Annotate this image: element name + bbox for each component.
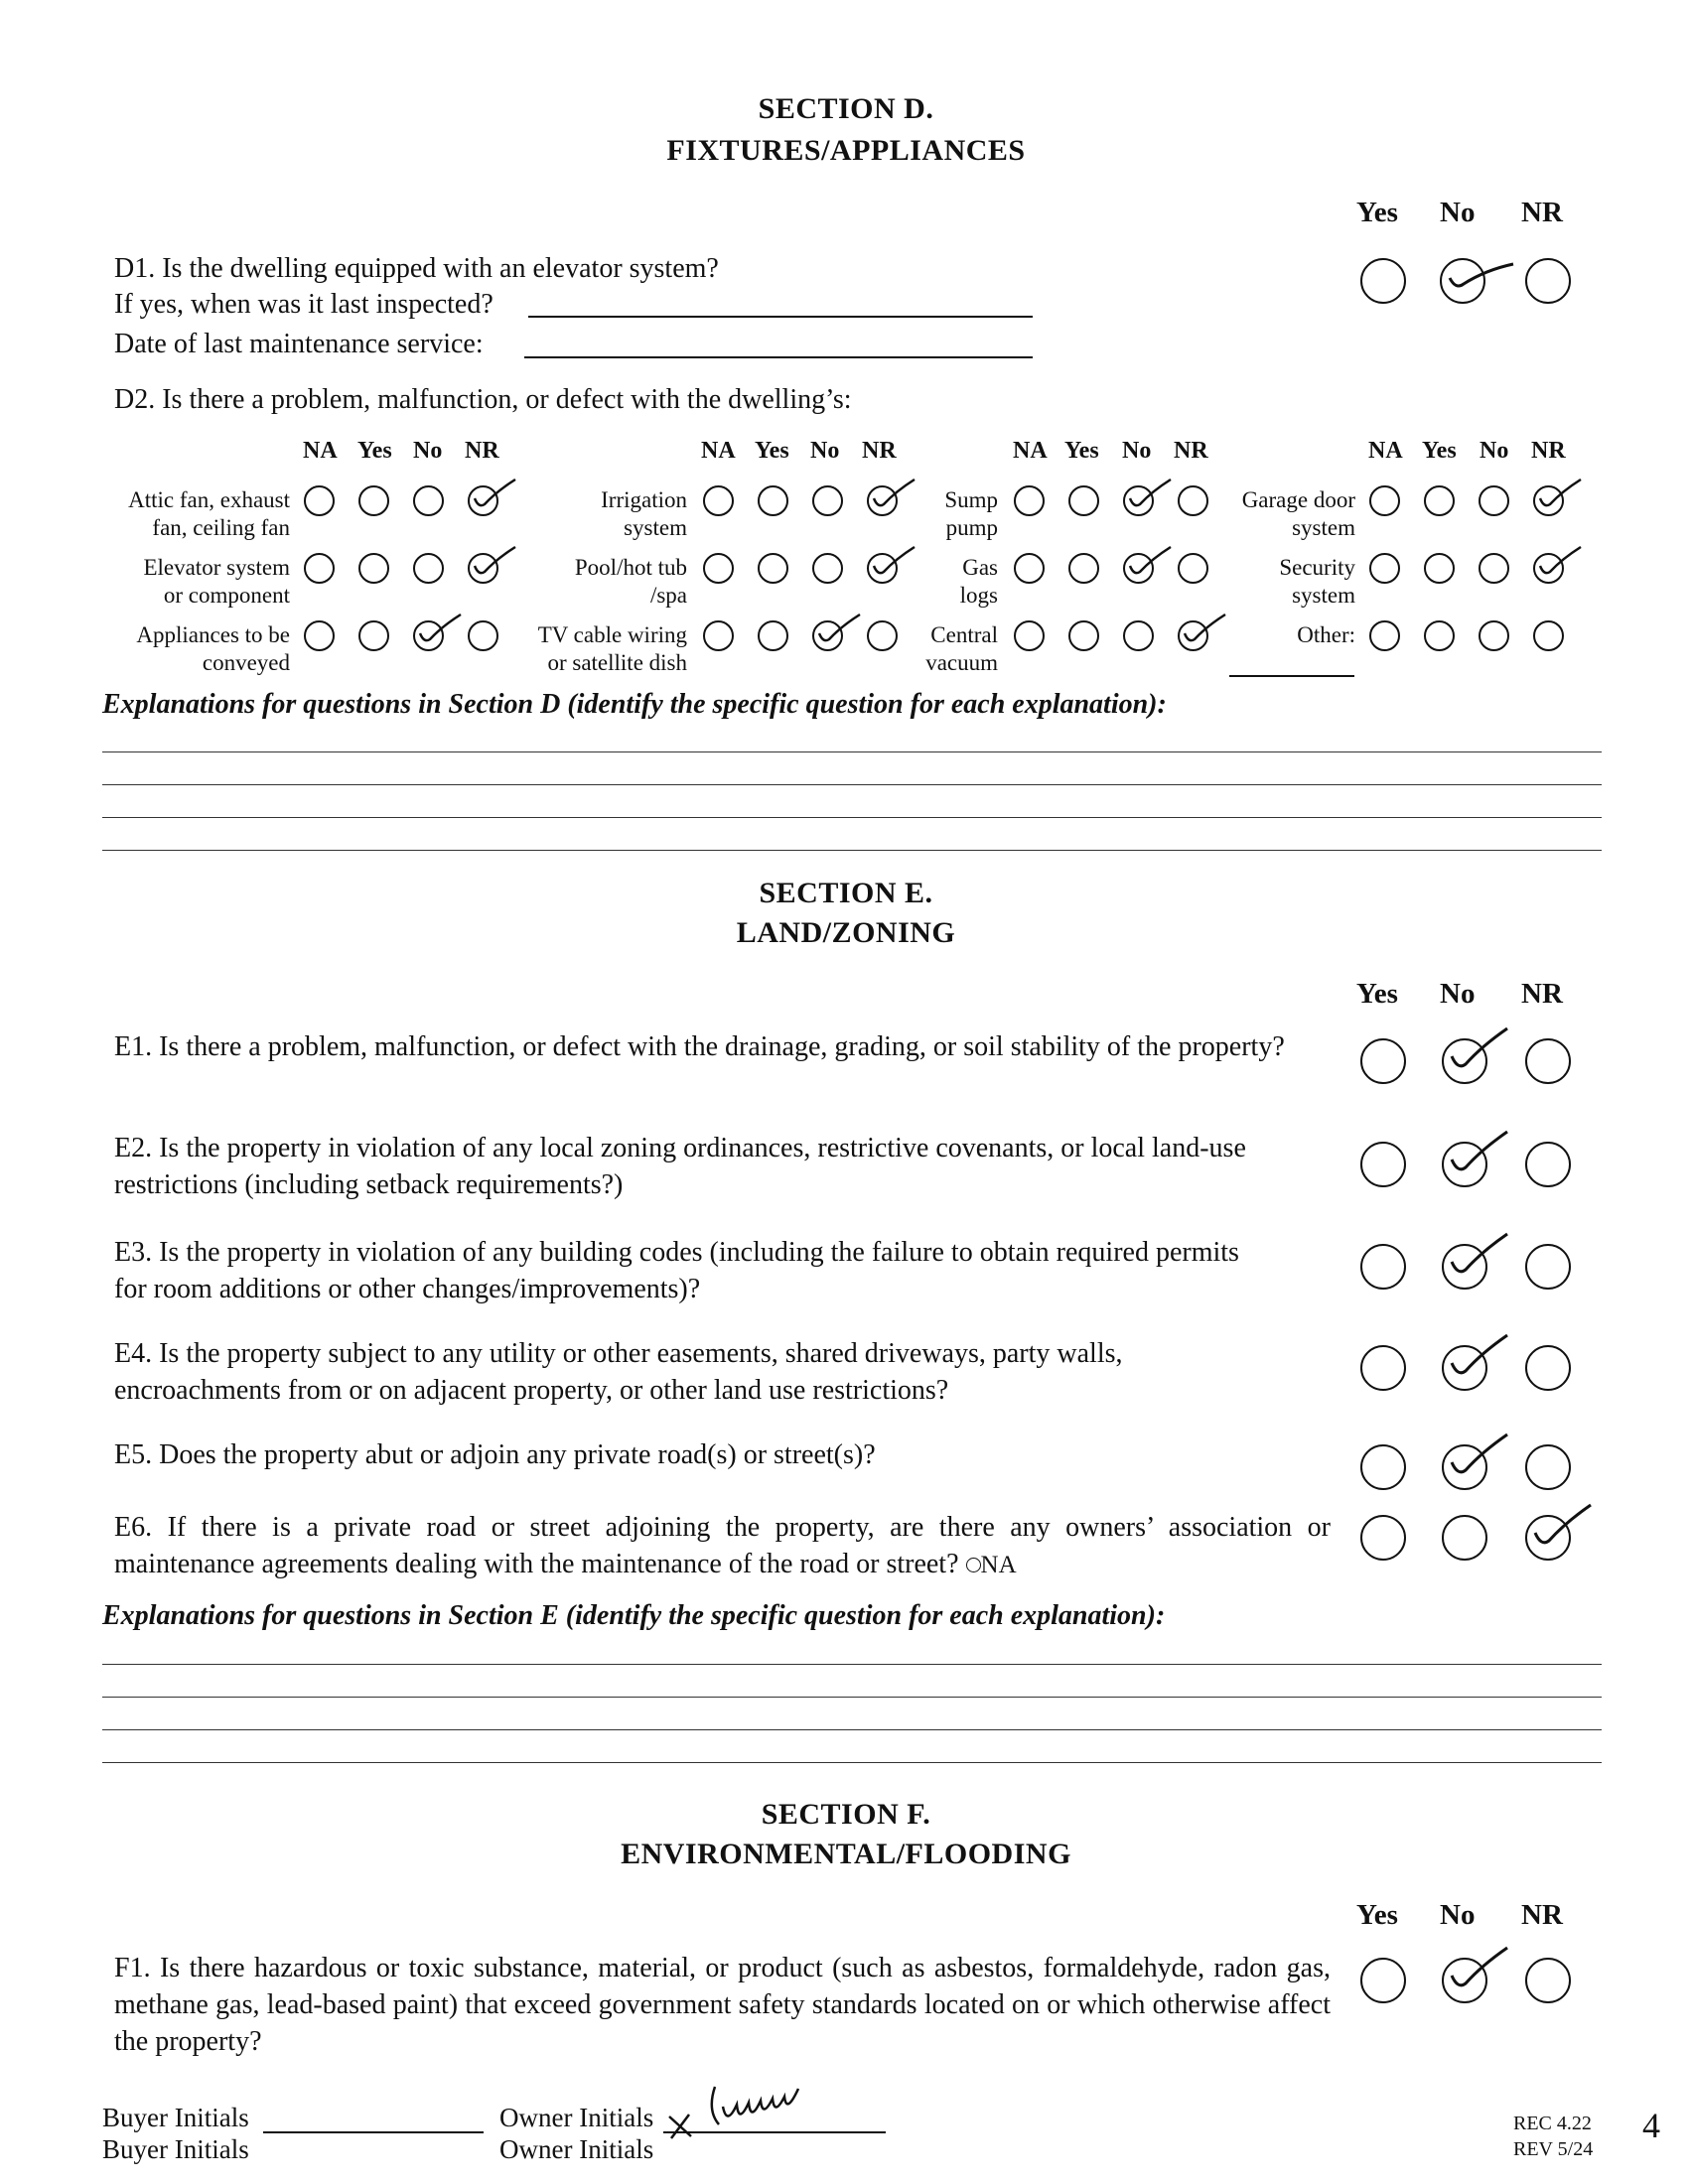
d2-tv-cable-wiring-or-satellite-dish-na-radio[interactable] bbox=[703, 620, 734, 651]
d2-security-system-nr-radio[interactable] bbox=[1533, 553, 1564, 584]
d2-security-system-no-radio[interactable] bbox=[1479, 553, 1509, 584]
d2-pool-hot-tub-spa-no-radio[interactable] bbox=[812, 553, 843, 584]
d2-attic-fan-exhaust-fan-ceiling-fan-na-radio[interactable] bbox=[304, 485, 335, 516]
d2-item-central-vacuum-l2: vacuum bbox=[925, 650, 998, 675]
d2-item-pool-l1: Pool/hot tub bbox=[574, 555, 687, 580]
d2-security-system-yes-radio[interactable] bbox=[1424, 553, 1455, 584]
d2-item-tv-cable bbox=[487, 621, 687, 677]
section-f-subtitle: ENVIRONMENTAL/FLOODING bbox=[621, 1838, 1071, 1870]
d2-g4-col-no: No bbox=[1480, 438, 1509, 464]
d2-item-appliances-l2: conveyed bbox=[202, 650, 290, 675]
d2-sump-pump-na-radio[interactable] bbox=[1014, 485, 1045, 516]
e6-na-radio[interactable] bbox=[966, 1558, 981, 1572]
d2-item-other bbox=[1211, 621, 1355, 649]
d2-item-security bbox=[1211, 554, 1355, 610]
page-number: 4 bbox=[1642, 2106, 1660, 2145]
d2-g4-col-nr: NR bbox=[1531, 438, 1566, 464]
d2-elevator-system-or-component-na-radio[interactable] bbox=[304, 553, 335, 584]
d2-garage-door-system-na-radio[interactable] bbox=[1369, 485, 1400, 516]
e1-yes-radio[interactable] bbox=[1360, 1038, 1406, 1084]
d2-item-elevator-l1: Elevator system bbox=[143, 555, 290, 580]
d2-pool-hot-tub-spa-nr-radio[interactable] bbox=[867, 553, 898, 584]
d2-tv-cable-wiring-or-satellite-dish-nr-radio[interactable] bbox=[867, 620, 898, 651]
d2-garage-door-system-yes-radio[interactable] bbox=[1424, 485, 1455, 516]
d2-item-sump-pump-l1: Sump bbox=[944, 487, 998, 512]
d1-question: D1. Is the dwelling equipped with an elevator system? bbox=[114, 253, 719, 284]
d-header-yes: Yes bbox=[1356, 197, 1398, 228]
d2-item-appliances-l1: Appliances to be bbox=[136, 622, 290, 647]
d2-central-vacuum-nr-radio[interactable] bbox=[1178, 620, 1208, 651]
d2-g3-col-nr: NR bbox=[1174, 438, 1208, 464]
d2-garage-door-system-nr-radio[interactable] bbox=[1533, 485, 1564, 516]
d2-attic-fan-exhaust-fan-ceiling-fan-nr-radio[interactable] bbox=[468, 485, 498, 516]
d2-g3-col-no: No bbox=[1122, 438, 1152, 464]
d2-item-pool-l2: /spa bbox=[649, 583, 687, 608]
d2-gas-logs-no-radio[interactable] bbox=[1123, 553, 1154, 584]
d2-item-tv-cable-l1: TV cable wiring bbox=[537, 622, 687, 647]
d2-item-irrigation-l1: Irrigation bbox=[601, 487, 687, 512]
section-d-subtitle: FIXTURES/APPLIANCES bbox=[666, 134, 1026, 167]
d2-g1-col-na: NA bbox=[303, 438, 338, 464]
buyer-initials-label-1: Buyer Initials bbox=[102, 2103, 249, 2132]
d2-g1-col-no: No bbox=[413, 438, 443, 464]
d1-inspected-label: If yes, when was it last inspected? bbox=[114, 289, 494, 320]
d2-g1-col-yes: Yes bbox=[357, 438, 392, 464]
e3-nr-radio[interactable] bbox=[1525, 1244, 1571, 1290]
d2-sump-pump-yes-radio[interactable] bbox=[1068, 485, 1099, 516]
d2-central-vacuum-no-radio[interactable] bbox=[1123, 620, 1154, 651]
d2-sump-pump-nr-radio[interactable] bbox=[1178, 485, 1208, 516]
d2-g1-col-nr: NR bbox=[465, 438, 499, 464]
buyer-initials-label-2: Buyer Initials bbox=[102, 2134, 249, 2164]
e4-yes-radio[interactable] bbox=[1360, 1345, 1406, 1391]
d2-appliances-to-be-conveyed-yes-radio[interactable] bbox=[358, 620, 389, 651]
e4-no-radio[interactable] bbox=[1442, 1345, 1487, 1391]
e2-question: E2. Is the property in violation of any local zoning ordinances, restrictive covenants, or local land-use restrictions (including setback requirements?) bbox=[114, 1133, 1246, 1200]
e1-no-radio[interactable] bbox=[1442, 1038, 1487, 1084]
d2-other-na-radio[interactable] bbox=[1369, 620, 1400, 651]
d2-irrigation-system-nr-radio[interactable] bbox=[867, 485, 898, 516]
d2-other-field[interactable] bbox=[1229, 675, 1354, 677]
e3-question: E3. Is the property in violation of any building codes (including the failure to obtain required permits for room additions or other changes/improvements)? bbox=[114, 1237, 1239, 1304]
d2-item-garage-door-l1: Garage door bbox=[1241, 487, 1355, 512]
f1-yes-radio[interactable] bbox=[1360, 1958, 1406, 2003]
e-header-no: No bbox=[1440, 978, 1476, 1010]
e4-question: E4. Is the property subject to any utility or other easements, shared driveways, party walls, encroachments from or on adjacent property, or other land use restrictions? bbox=[114, 1338, 1123, 1406]
section-e-explanation-label: Explanations for questions in Section E (identify the specific question for each explanation): bbox=[102, 1600, 1166, 1631]
section-d-explanation-label: Explanations for questions in Section D (identify the specific question for each explanation): bbox=[102, 689, 1167, 720]
d2-elevator-system-or-component-nr-radio[interactable] bbox=[468, 553, 498, 584]
e5-yes-radio[interactable] bbox=[1360, 1444, 1406, 1490]
d2-item-attic-fan bbox=[79, 486, 290, 542]
f-header-no: No bbox=[1440, 1899, 1476, 1931]
d2-item-appliances bbox=[79, 621, 290, 677]
d2-g3-col-yes: Yes bbox=[1064, 438, 1099, 464]
buyer-initials-field-1[interactable] bbox=[263, 2131, 484, 2133]
d2-question: D2. Is there a problem, malfunction, or defect with the dwelling’s: bbox=[114, 384, 852, 415]
e5-no-radio[interactable] bbox=[1442, 1444, 1487, 1490]
d-header-nr: NR bbox=[1521, 197, 1563, 228]
section-f-title: SECTION F. bbox=[761, 1798, 931, 1831]
d2-appliances-to-be-conveyed-nr-radio[interactable] bbox=[468, 620, 498, 651]
d2-item-central-vacuum-l1: Central bbox=[930, 622, 998, 647]
d2-g4-col-yes: Yes bbox=[1422, 438, 1457, 464]
d2-item-pool bbox=[487, 554, 687, 610]
e6-yes-radio[interactable] bbox=[1360, 1515, 1406, 1561]
d2-item-irrigation-l2: system bbox=[624, 515, 687, 540]
e2-no-radio[interactable] bbox=[1442, 1142, 1487, 1187]
d2-tv-cable-wiring-or-satellite-dish-yes-radio[interactable] bbox=[758, 620, 788, 651]
d2-g2-col-nr: NR bbox=[862, 438, 897, 464]
owner-signature bbox=[663, 2075, 842, 2144]
d1-no-radio[interactable] bbox=[1440, 258, 1485, 304]
d2-item-attic-fan-l2: fan, ceiling fan bbox=[152, 515, 290, 540]
d2-item-security-l1: Security bbox=[1279, 555, 1355, 580]
e5-question: E5. Does the property abut or adjoin any private road(s) or street(s)? bbox=[114, 1439, 876, 1470]
d2-other-nr-radio[interactable] bbox=[1533, 620, 1564, 651]
e2-yes-radio[interactable] bbox=[1360, 1142, 1406, 1187]
f-header-nr: NR bbox=[1521, 1899, 1563, 1931]
d2-pool-hot-tub-spa-yes-radio[interactable] bbox=[758, 553, 788, 584]
d2-sump-pump-no-radio[interactable] bbox=[1123, 485, 1154, 516]
e1-nr-radio[interactable] bbox=[1525, 1038, 1571, 1084]
e6-question-text: E6. If there is a private road or street adjoining the property, are there any owners’ association or maintenance agreements dealing with the maintenance of the road or street? bbox=[114, 1512, 1331, 1579]
section-e-explanation-line-1[interactable] bbox=[102, 1664, 1602, 1665]
e6-no-radio[interactable] bbox=[1442, 1515, 1487, 1561]
d2-irrigation-system-yes-radio[interactable] bbox=[758, 485, 788, 516]
form-revision: REV 5/24 bbox=[1513, 2138, 1594, 2160]
d1-maintenance-field[interactable] bbox=[524, 356, 1033, 358]
d2-central-vacuum-yes-radio[interactable] bbox=[1068, 620, 1099, 651]
d2-g2-col-no: No bbox=[810, 438, 840, 464]
d2-item-elevator bbox=[79, 554, 290, 610]
d1-nr-radio[interactable] bbox=[1525, 258, 1571, 304]
section-e-explanation-line-3[interactable] bbox=[102, 1729, 1602, 1730]
d2-item-elevator-l2: or component bbox=[163, 583, 290, 608]
d-header-no: No bbox=[1440, 197, 1476, 228]
e1-question: E1. Is there a problem, malfunction, or defect with the drainage, grading, or soil stability of the property? bbox=[114, 1031, 1285, 1062]
e-header-yes: Yes bbox=[1356, 978, 1398, 1010]
e3-yes-radio[interactable] bbox=[1360, 1244, 1406, 1290]
d2-item-garage-door-l2: system bbox=[1292, 515, 1355, 540]
d2-item-sump-pump-l2: pump bbox=[945, 515, 998, 540]
d1-inspected-field[interactable] bbox=[528, 316, 1033, 318]
d1-yes-radio[interactable] bbox=[1360, 258, 1406, 304]
section-d-title: SECTION D. bbox=[758, 92, 934, 125]
e6-na-label: NA bbox=[980, 1552, 1017, 1578]
d2-g2-col-yes: Yes bbox=[755, 438, 789, 464]
d2-item-garage-door bbox=[1211, 486, 1355, 542]
section-e-subtitle: LAND/ZONING bbox=[736, 916, 956, 949]
d2-g3-col-na: NA bbox=[1013, 438, 1048, 464]
f1-question: F1. Is there hazardous or toxic substance, material, or product (such as asbestos, formaldehyde, radon gas, methane gas, lead-based paint) that exceed government safety standards located on or which otherwise affect the property? bbox=[114, 1953, 1331, 2057]
d2-irrigation-system-no-radio[interactable] bbox=[812, 485, 843, 516]
d2-elevator-system-or-component-yes-radio[interactable] bbox=[358, 553, 389, 584]
f1-nr-radio[interactable] bbox=[1525, 1958, 1571, 2003]
e5-nr-radio[interactable] bbox=[1525, 1444, 1571, 1490]
e6-nr-radio[interactable] bbox=[1525, 1515, 1571, 1561]
d2-other-yes-radio[interactable] bbox=[1424, 620, 1455, 651]
d2-item-other-l1: Other: bbox=[1297, 622, 1355, 647]
d2-irrigation-system-na-radio[interactable] bbox=[703, 485, 734, 516]
d2-item-security-l2: system bbox=[1292, 583, 1355, 608]
e3-no-radio[interactable] bbox=[1442, 1244, 1487, 1290]
d2-attic-fan-exhaust-fan-ceiling-fan-no-radio[interactable] bbox=[413, 485, 444, 516]
d1-maintenance-label: Date of last maintenance service: bbox=[114, 329, 484, 359]
e-header-nr: NR bbox=[1521, 978, 1563, 1010]
d2-item-tv-cable-l2: or satellite dish bbox=[547, 650, 687, 675]
form-code: REC 4.22 bbox=[1513, 2113, 1592, 2134]
d2-tv-cable-wiring-or-satellite-dish-no-radio[interactable] bbox=[812, 620, 843, 651]
d2-item-gas-logs-l2: logs bbox=[959, 583, 998, 608]
d2-item-irrigation bbox=[487, 486, 687, 542]
d2-pool-hot-tub-spa-na-radio[interactable] bbox=[703, 553, 734, 584]
section-e-explanation-line-4[interactable] bbox=[102, 1762, 1602, 1763]
d2-item-attic-fan-l1: Attic fan, exhaust bbox=[128, 487, 290, 512]
d2-appliances-to-be-conveyed-na-radio[interactable] bbox=[304, 620, 335, 651]
d2-item-gas-logs-l1: Gas bbox=[962, 555, 998, 580]
owner-initials-label-1: Owner Initials bbox=[499, 2103, 654, 2132]
d2-security-system-na-radio[interactable] bbox=[1369, 553, 1400, 584]
d2-other-no-radio[interactable] bbox=[1479, 620, 1509, 651]
d2-gas-logs-nr-radio[interactable] bbox=[1178, 553, 1208, 584]
d2-garage-door-system-no-radio[interactable] bbox=[1479, 485, 1509, 516]
section-d-explanation-line-4[interactable] bbox=[102, 850, 1602, 851]
owner-initials-label-2: Owner Initials bbox=[499, 2134, 654, 2164]
e4-nr-radio[interactable] bbox=[1525, 1345, 1571, 1391]
f-header-yes: Yes bbox=[1356, 1899, 1398, 1931]
e2-nr-radio[interactable] bbox=[1525, 1142, 1571, 1187]
section-d-explanation-line-2[interactable] bbox=[102, 784, 1602, 785]
f1-no-radio[interactable] bbox=[1442, 1958, 1487, 2003]
section-e-title: SECTION E. bbox=[759, 877, 933, 909]
d2-g2-col-na: NA bbox=[701, 438, 736, 464]
d2-gas-logs-yes-radio[interactable] bbox=[1068, 553, 1099, 584]
d2-g4-col-na: NA bbox=[1368, 438, 1403, 464]
d2-appliances-to-be-conveyed-no-radio[interactable] bbox=[413, 620, 444, 651]
d2-gas-logs-na-radio[interactable] bbox=[1014, 553, 1045, 584]
e6-question bbox=[114, 1509, 1331, 1583]
d2-elevator-system-or-component-no-radio[interactable] bbox=[413, 553, 444, 584]
d2-attic-fan-exhaust-fan-ceiling-fan-yes-radio[interactable] bbox=[358, 485, 389, 516]
section-d-explanation-line-1[interactable] bbox=[102, 751, 1602, 752]
d2-central-vacuum-na-radio[interactable] bbox=[1014, 620, 1045, 651]
section-e-explanation-line-2[interactable] bbox=[102, 1697, 1602, 1698]
section-d-explanation-line-3[interactable] bbox=[102, 817, 1602, 818]
